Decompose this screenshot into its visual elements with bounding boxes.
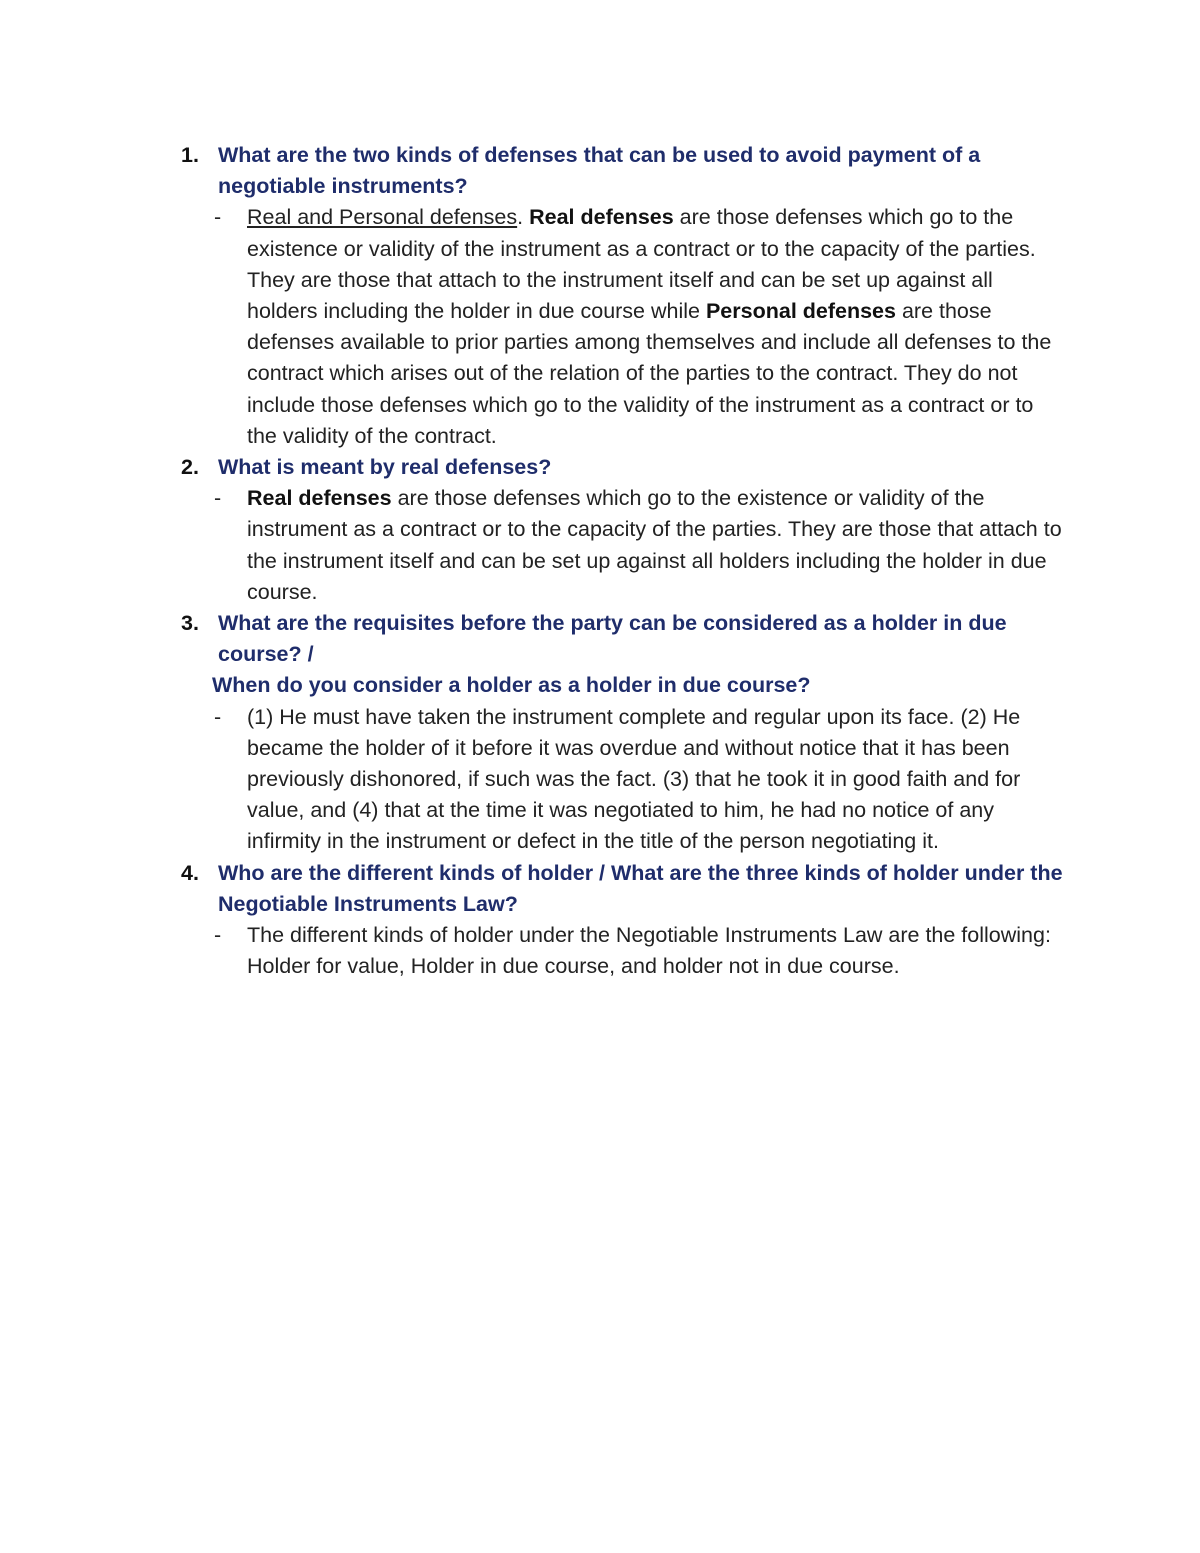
item-number: 2.	[181, 455, 199, 480]
answer-underlined-text: Real and Personal defenses	[247, 205, 518, 230]
question-text: What are the requisites before the party can be considered as a holder in due course? /	[218, 611, 1007, 667]
answer-block	[214, 483, 1066, 608]
question-text: Who are the different kinds of holder / What are the three kinds of holder under the Negotiable Instruments Law?	[218, 860, 1063, 916]
answer-text: The different kinds of holder under the Negotiable Instruments Law are the following: Holder for value, Holder in due course, and holder not in due course.	[247, 923, 1051, 979]
bullet-dash: -	[214, 704, 222, 729]
item-number: 3.	[181, 611, 199, 636]
answer-text: are those defenses which go to the existence or validity of the instrument as a contract or to the capacity of the parties. They are those that attach to the instrument itself and can be set up against all holders including the holder in due course while	[247, 205, 1036, 324]
answer-block	[214, 920, 1066, 982]
question-text-line2: When do you consider a holder as a holder in due course?	[212, 673, 811, 698]
bullet-dash: -	[214, 923, 222, 948]
item-number: 1.	[181, 143, 199, 167]
question-text: What is meant by real defenses?	[218, 455, 552, 480]
list-item-4	[181, 858, 1066, 983]
answer-text: are those defenses which go to the existence or validity of the instrument as a contract or to the capacity of the parties. They are those that attach to the instrument itself and can be set up against all holders including the holder in due course.	[247, 486, 1062, 604]
answer-text: are those defenses available to prior parties among themselves and include all defenses to the contract which arises out of the relation of the parties to the contract. They do not include those defenses which go to the validity of the instrument as a contract or to the validity of the contract.	[247, 299, 1052, 448]
answer-text: (1) He must have taken the instrument complete and regular upon its face. (2) He became the holder of it before it was overdue and without notice that it has been previously dishonored, if such was the fact. (3) that he took it in good faith and for value, and (4) that at the time it was negotiated to him, he had no notice of any infirmity in the instrument or defect in the title of the person negotiating it.	[247, 704, 1021, 854]
answer-term: Real defenses	[247, 486, 392, 511]
answer-term: Personal defenses	[705, 299, 896, 324]
question-text: What are the two kinds of defenses that can be used to avoid payment of a negotiable instruments?	[218, 143, 981, 199]
list-item-1	[181, 140, 1066, 452]
bullet-dash: -	[214, 205, 222, 230]
answer-term: Real defenses	[529, 205, 674, 230]
list-item-2	[181, 452, 1066, 608]
bullet-dash: -	[214, 486, 222, 511]
qa-list	[181, 140, 1066, 982]
list-item-3	[181, 608, 1066, 858]
answer-text: .	[517, 205, 530, 230]
item-number: 4.	[181, 860, 199, 885]
answer-block	[214, 202, 1066, 452]
answer-block	[214, 702, 1066, 858]
